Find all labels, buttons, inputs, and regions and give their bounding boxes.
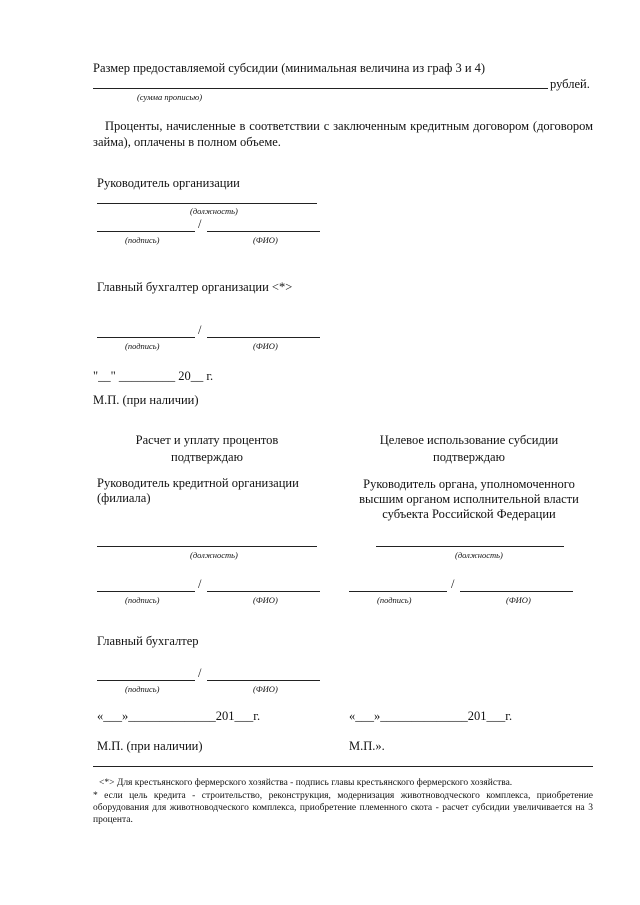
right-role-line3: субъекта Российской Федерации	[382, 507, 556, 521]
left-slash: /	[198, 577, 202, 591]
chief-accountant-signature-caption: (подпись)	[125, 341, 160, 351]
org-head-name-caption: (ФИО)	[253, 235, 278, 245]
footnote-separator	[93, 766, 593, 767]
interest-paragraph: Проценты, начисленные в соответствии с заключенным кредитным договором (договором займа), оплачены в полном объеме.	[93, 119, 593, 149]
left-role-line2: (филиала)	[97, 491, 151, 505]
right-name-line	[460, 591, 573, 592]
right-name-caption: (ФИО)	[506, 595, 531, 605]
stamp-label: М.П. (при наличии)	[93, 393, 199, 407]
right-heading-line1: Целевое использование субсидии	[379, 433, 559, 447]
amount-in-words-caption: (сумма прописью)	[137, 92, 203, 102]
left-date-line: «___»______________201___г.	[97, 709, 261, 723]
chief-accountant-name-line	[207, 337, 320, 338]
right-date-line: «___»______________201___г.	[349, 709, 513, 723]
chief-accountant-name-caption: (ФИО)	[253, 341, 278, 351]
left-name-line	[207, 591, 320, 592]
right-position-line	[376, 546, 564, 547]
footnote-2: * если цель кредита - строительство, реконструкция, модернизация животноводческого комплекса, приобретение оборудования для животноводческого комплекса, приобретение племенного скота - расчет субсидии увеличивается на 3 процента.	[93, 791, 593, 825]
org-head-position-line	[97, 203, 317, 204]
left-stamp: М.П. (при наличии)	[97, 739, 203, 753]
right-signature-caption: (подпись)	[377, 595, 412, 605]
right-slash: /	[451, 577, 455, 591]
org-head-slash: /	[198, 217, 202, 231]
date-line: "__" _________ 20__ г.	[93, 369, 214, 383]
chief-accountant-signature-line	[97, 337, 195, 338]
right-role-line2: высшим органом исполнительной власти	[359, 492, 579, 506]
left-chief-slash: /	[198, 666, 202, 680]
left-position-caption: (должность)	[190, 550, 238, 560]
right-stamp: М.П.».	[349, 739, 385, 753]
left-signature-caption: (подпись)	[125, 595, 160, 605]
left-chief-signature-line	[97, 680, 195, 681]
currency-label: рублей.	[550, 77, 590, 91]
chief-accountant-slash: /	[198, 323, 202, 337]
org-head-position-caption: (должность)	[190, 206, 238, 216]
subsidy-size-label: Размер предоставляемой субсидии (минимальная величина из граф 3 и 4)	[93, 61, 486, 75]
org-head-name-line	[207, 231, 320, 232]
left-chief-signature-caption: (подпись)	[125, 684, 160, 694]
subsidy-amount-line	[93, 88, 548, 89]
footnote-1: <*> Для крестьянского фермерского хозяйства - подпись главы крестьянского фермерского хозяйства.	[99, 778, 513, 788]
org-head-title: Руководитель организации	[97, 176, 240, 190]
left-signature-line	[97, 591, 195, 592]
right-position-caption: (должность)	[455, 550, 503, 560]
right-signature-line	[349, 591, 447, 592]
left-chief-name-caption: (ФИО)	[253, 684, 278, 694]
right-heading-line2: подтверждаю	[433, 450, 505, 464]
left-name-caption: (ФИО)	[253, 595, 278, 605]
org-head-signature-line	[97, 231, 195, 232]
org-head-signature-caption: (подпись)	[125, 235, 160, 245]
left-chief-accountant-title: Главный бухгалтер	[97, 634, 199, 648]
left-heading-line1: Расчет и уплату процентов	[135, 433, 279, 447]
chief-accountant-org-title: Главный бухгалтер организации <*>	[97, 280, 293, 294]
left-heading-line2: подтверждаю	[171, 450, 243, 464]
left-chief-name-line	[207, 680, 320, 681]
left-role-line1: Руководитель кредитной организации	[97, 476, 299, 490]
left-position-line	[97, 546, 317, 547]
right-role-line1: Руководитель органа, уполномоченного	[363, 477, 575, 491]
